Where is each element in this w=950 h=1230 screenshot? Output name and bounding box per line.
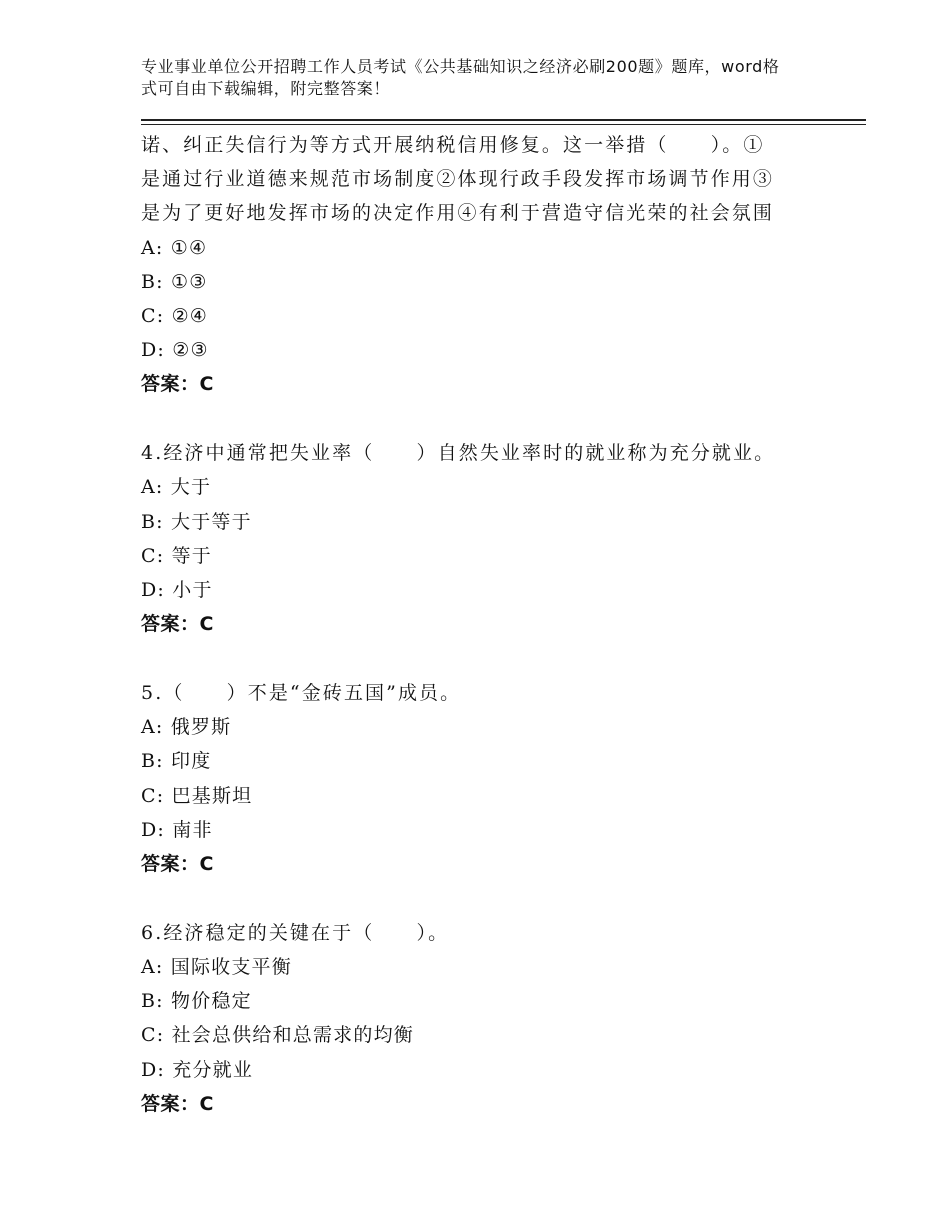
question-spacer (141, 881, 821, 916)
question-3-option-b: B: ①③ (141, 270, 208, 293)
question-5-answer: 答案：C (141, 852, 214, 875)
header-divider-thick (141, 119, 866, 121)
question-6-stem: 6.经济稳定的关键在于（ ）。 (141, 921, 450, 944)
question-4-option-b: B: 大于等于 (141, 510, 252, 533)
question-5-block (141, 676, 821, 881)
question-3-option-c: C: ②④ (141, 304, 209, 327)
question-4-option-c: C: 等于 (141, 544, 212, 567)
question-spacer (141, 402, 821, 437)
header-divider-thin (141, 124, 866, 125)
question-5-option-c: C: 巴基斯坦 (141, 784, 253, 807)
question-spacer (141, 641, 821, 676)
question-6-option-b: B: 物价稳定 (141, 990, 252, 1013)
question-6-option-c: C: 社会总供给和总需求的均衡 (141, 1024, 414, 1047)
question-list (141, 128, 821, 1121)
question-6-option-a: A: 国际收支平衡 (141, 956, 292, 978)
question-3-stem-line-1: 诺、纠正失信行为等方式开展纳税信用修复。这一举措（ ）。① (141, 134, 765, 156)
question-4-stem: 4.经济中通常把失业率（ ）自然失业率时的就业称为充分就业。 (141, 442, 776, 465)
question-4-block (141, 436, 821, 641)
question-5-option-d: D: 南非 (141, 818, 213, 841)
question-4-option-d: D: 小于 (141, 578, 213, 601)
question-3-option-d: D: ②③ (141, 339, 209, 362)
question-6-option-d: D: 充分就业 (141, 1058, 254, 1081)
question-4-option-a: A: 大于 (141, 476, 212, 499)
question-6-block (141, 916, 821, 1121)
question-3-block (141, 128, 821, 402)
question-3-option-a: A: ①④ (141, 236, 208, 259)
question-5-option-a: A: 俄罗斯 (141, 716, 232, 739)
question-5-stem: 5.（ ）不是“金砖五国”成员。 (141, 682, 462, 704)
question-3-stem-line-2: 是通过行业道德来规范市场制度②体现行政手段发挥市场调节作用③ (141, 168, 775, 191)
document-header: 专业事业单位公开招聘工作人员考试《公共基础知识之经济必刷200题》题库，word格式可自由下载编辑，附完整答案！ (141, 57, 780, 98)
question-3-answer: 答案：C (141, 373, 214, 396)
question-6-answer: 答案：C (141, 1092, 214, 1115)
question-5-option-b: B: 印度 (141, 750, 212, 773)
question-4-answer: 答案：C (141, 613, 214, 636)
question-3-stem-line-3: 是为了更好地发挥市场的决定作用④有利于营造守信光荣的社会氛围 (141, 202, 775, 225)
